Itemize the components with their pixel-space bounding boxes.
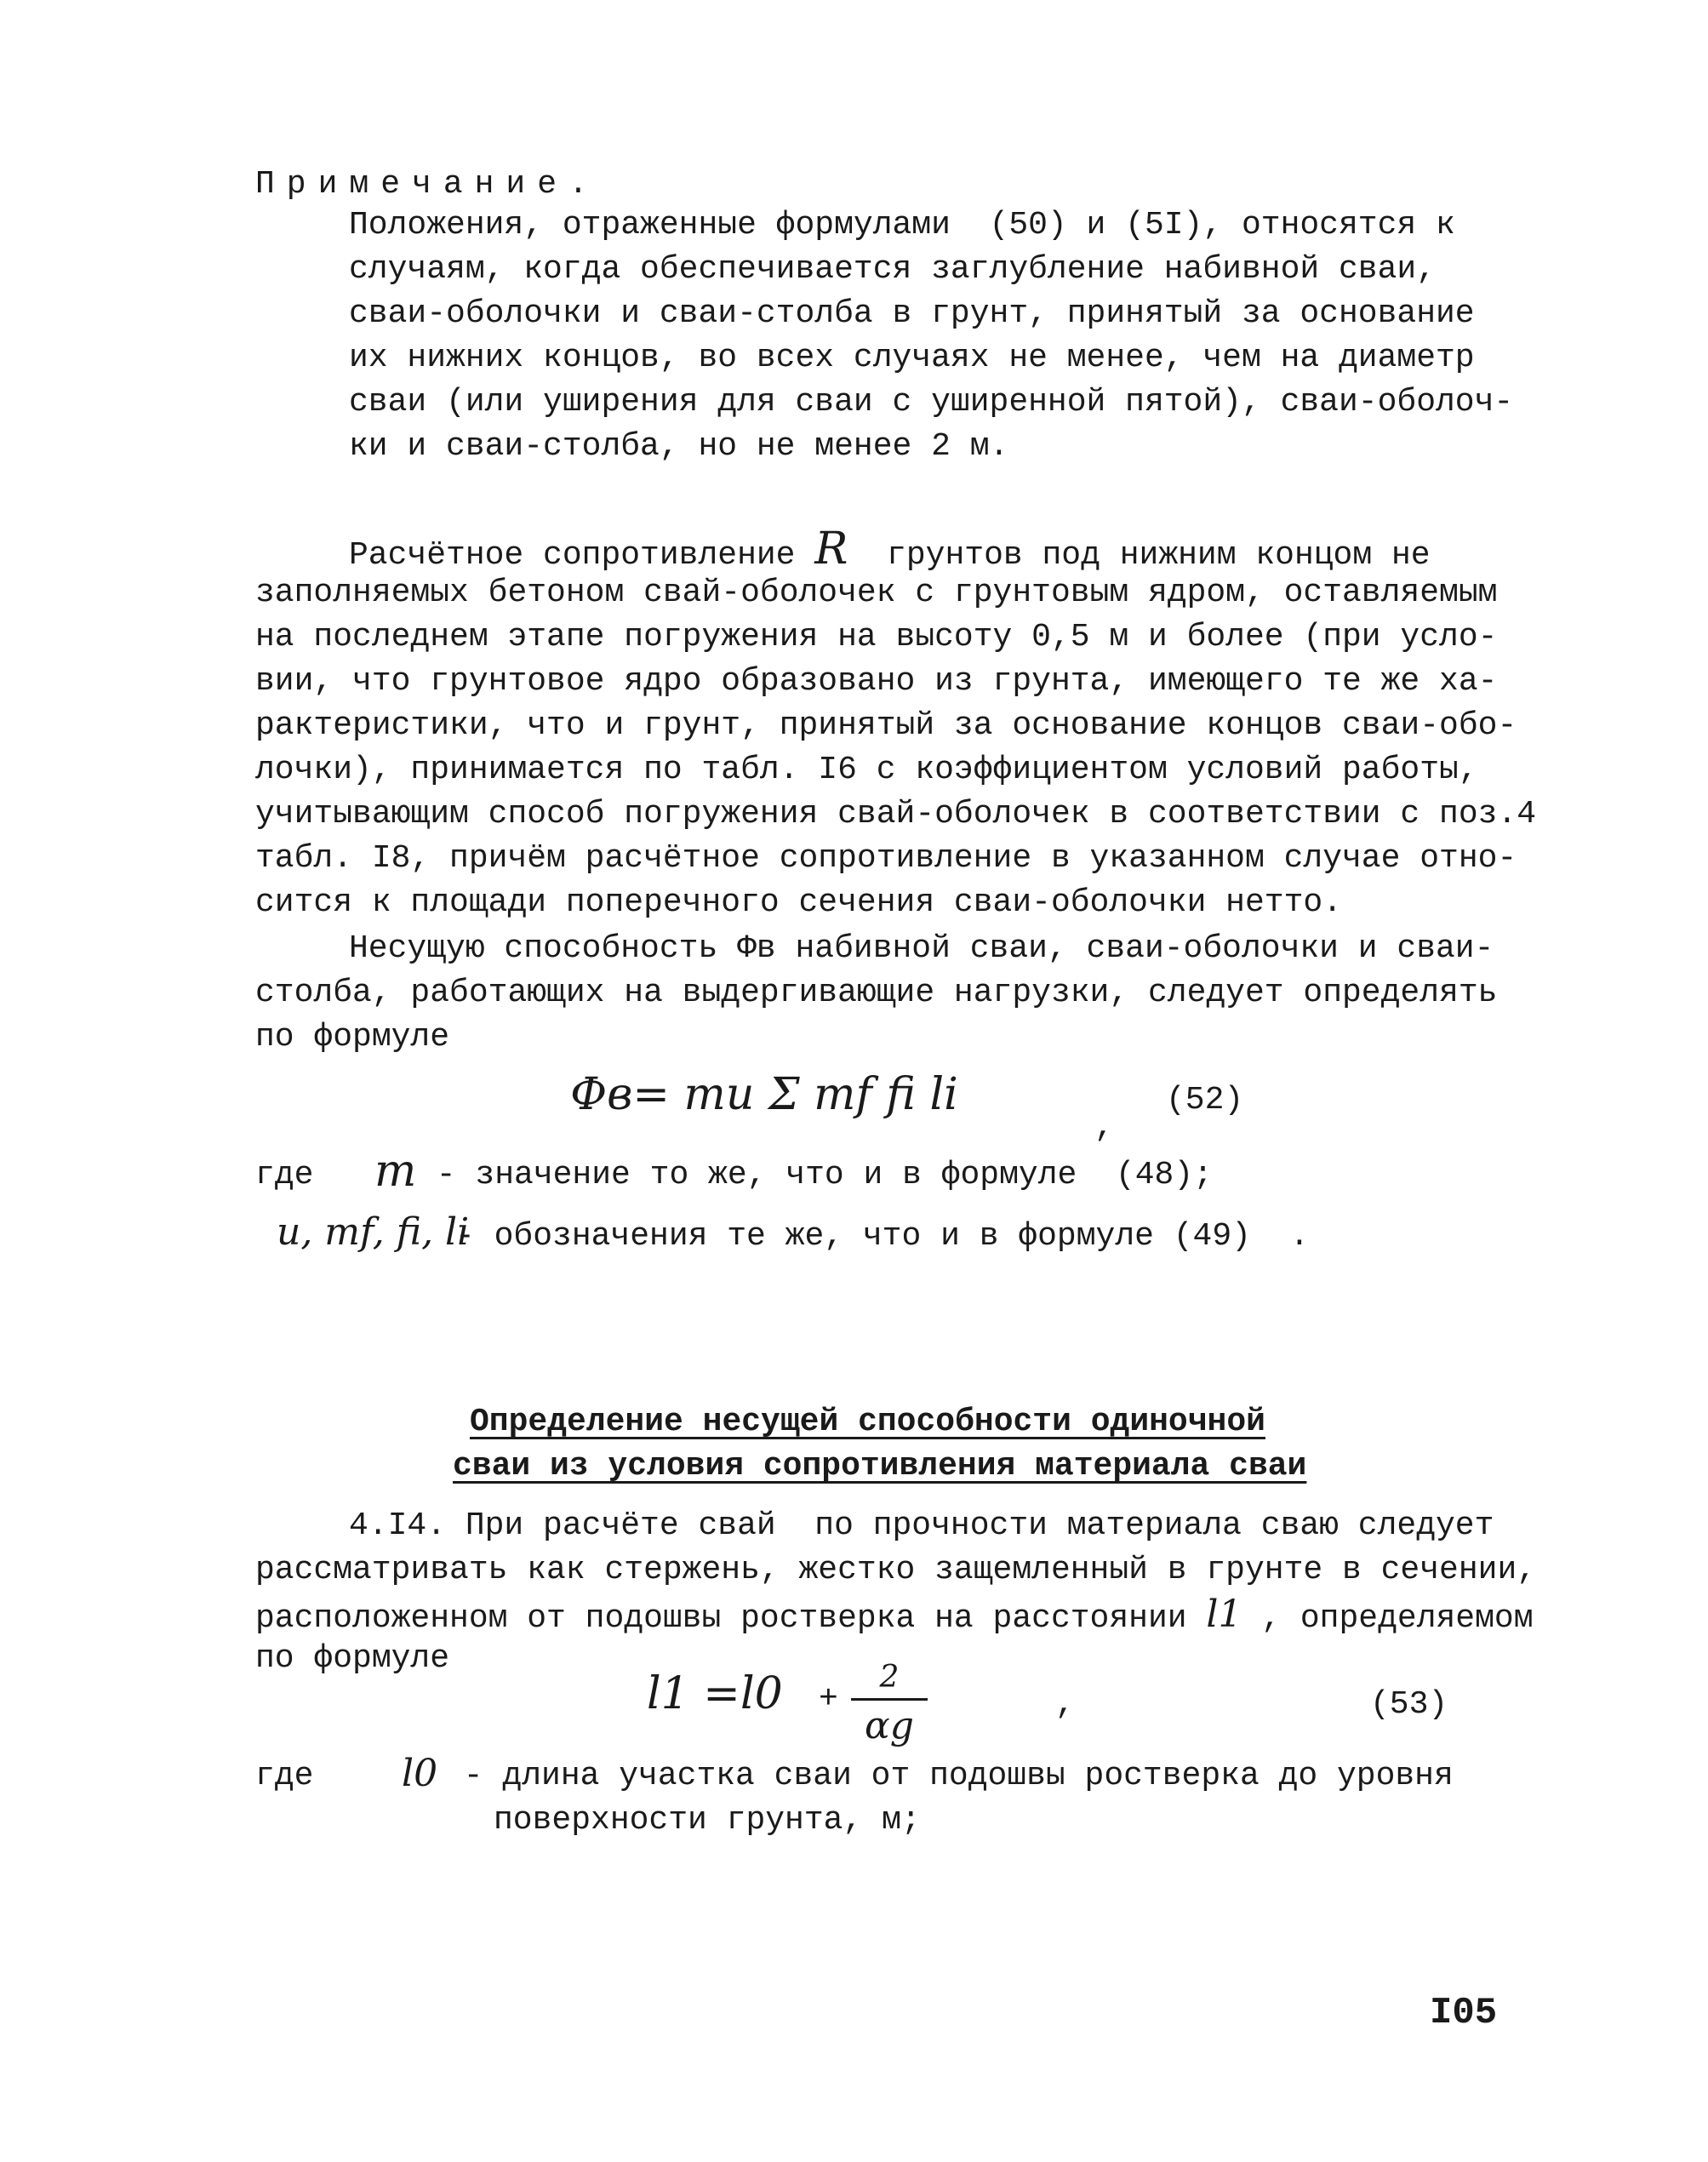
para3-line-1: 4.I4. При расчёте свай по прочности материала сваю следует bbox=[349, 1507, 1494, 1544]
para1-text-before: Расчётное сопротивление bbox=[349, 537, 815, 574]
page-number: I05 bbox=[1430, 1992, 1498, 2034]
note-line-2: случаям, когда обеспечивается заглубление набивной сваи, bbox=[349, 251, 1437, 288]
note-line-6: ки и сваи-столба, но не менее 2 м. bbox=[349, 428, 1009, 465]
formula-53-numerator: 2 bbox=[879, 1660, 900, 1695]
note-line-1: Положения, отраженные формулами (50) и (5I), относятся к bbox=[349, 207, 1455, 243]
where53-def-line-2: поверхности грунта, м; bbox=[494, 1802, 921, 1839]
para3-line-3-after: , определяемом bbox=[1242, 1600, 1534, 1637]
where53-def-line-1: - длина участка сваи от подошвы ростверка до уровня bbox=[444, 1758, 1454, 1794]
para1-line-5: рактеристики, что и грунт, принятый за основание концов сваи-обо- bbox=[255, 707, 1517, 744]
where52-symbol-m: m bbox=[374, 1146, 417, 1197]
where52-def-2: - обозначения те же, что и в формуле (49) . bbox=[455, 1218, 1310, 1255]
symbol-l1: l1 bbox=[1206, 1593, 1242, 1636]
formula-53-number: (53) bbox=[1370, 1686, 1448, 1723]
para2-line-3: по формуле bbox=[255, 1019, 450, 1055]
formula-53-denominator: αg bbox=[865, 1704, 914, 1747]
where52-label: где bbox=[255, 1157, 314, 1193]
para1-line-1 bbox=[349, 523, 1431, 577]
section-heading-line-2: сваи из условия сопротивления материала сваи bbox=[453, 1448, 1307, 1484]
fraction-bar bbox=[851, 1698, 928, 1701]
para3-line-4: по формуле bbox=[255, 1640, 450, 1677]
where52-def-1: - значение то же, что и в формуле (48); bbox=[417, 1157, 1213, 1193]
para1-line-9: сится к площади поперечного сечения сваи-оболочки нетто. bbox=[255, 884, 1343, 921]
formula-53-comma: , bbox=[1055, 1686, 1075, 1723]
where53-label: где bbox=[255, 1758, 314, 1794]
para2-line-1: Несущую способность Фв набивной сваи, сваи-оболочки и сваи- bbox=[349, 930, 1494, 967]
para3-line-2: рассматривать как стержень, жестко защемленный в грунте в сечении, bbox=[255, 1552, 1537, 1588]
formula-53-fraction bbox=[847, 1660, 932, 1747]
para1-line-6: лочки), принимается по табл. I6 с коэффициентом условий работы, bbox=[255, 752, 1478, 788]
section-heading-line-1: Определение несущей способности одиночной bbox=[470, 1404, 1265, 1440]
formula-52: Фв= mu Σ mf fi li bbox=[570, 1069, 958, 1120]
formula-52-number: (52) bbox=[1166, 1082, 1244, 1118]
para1-text-after: грунтов под нижним концом не bbox=[848, 537, 1431, 574]
note-line-5: сваи (или уширения для сваи с уширенной пятой), сваи-оболоч- bbox=[349, 384, 1514, 420]
note-line-4: их нижних концов, во всех случаях не менее, чем на диаметр bbox=[349, 340, 1475, 376]
formula-52-comma: , bbox=[1094, 1109, 1114, 1146]
formula-53-lhs: l1 = bbox=[647, 1668, 740, 1719]
note-line-3: сваи-оболочки и сваи-столба в грунт, принятый за основание bbox=[349, 295, 1475, 332]
note-title: Примечание. bbox=[255, 166, 600, 203]
para3-line-3-before: расположенном от подошвы ростверка на расстоянии bbox=[255, 1600, 1207, 1637]
para1-line-3: на последнем этапе погружения на высоту 0,5 м и более (при усло- bbox=[255, 619, 1498, 655]
para2-line-2: столба, работающих на выдергивающие нагрузки, следует определять bbox=[255, 975, 1498, 1011]
where53-symbol-l0: l0 bbox=[402, 1752, 438, 1795]
formula-53-l0: l0 bbox=[740, 1668, 783, 1719]
para1-line-4: вии, что грунтовое ядро образовано из грунта, имеющего те же ха- bbox=[255, 663, 1498, 700]
formula-53-plus: + bbox=[819, 1681, 838, 1718]
para1-line-8: табл. I8, причём расчётное сопротивление в указанном случае отно- bbox=[255, 840, 1517, 877]
symbol-r: R bbox=[814, 523, 848, 575]
para1-line-2: заполняемых бетоном свай-оболочек с грунтовым ядром, оставляемым bbox=[255, 575, 1498, 611]
where52-symbols: u, mf, fi, li bbox=[277, 1210, 470, 1254]
para3-line-3 bbox=[255, 1593, 1534, 1640]
para1-line-7: учитывающим способ погружения свай-оболочек в соответствии с поз.4 bbox=[255, 796, 1537, 832]
